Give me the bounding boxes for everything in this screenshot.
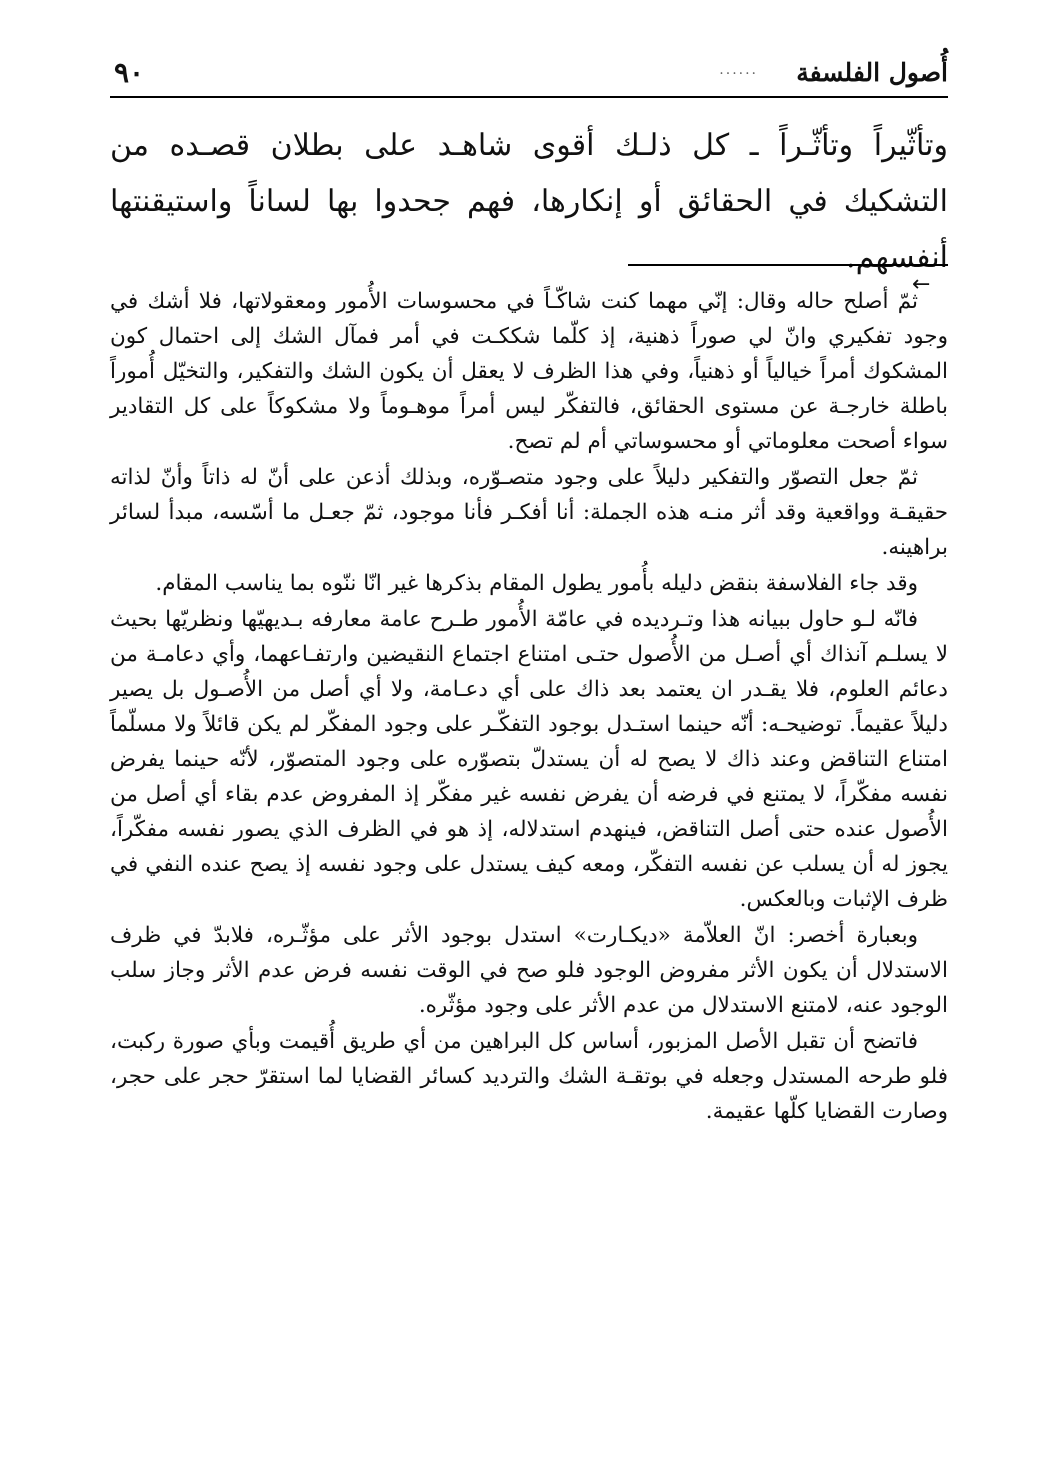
header-leader-dots: ...... <box>719 62 758 78</box>
running-header <box>110 52 948 98</box>
footnote-paragraph: وبعبارة أخصر: انّ العلاّمة «ديكـارت» استدل بوجود الأثر على مؤثّـره، فلابدّ في ظرف الاستدلال أن يكون الأثر مفروض الوجود فلو صح في الوقت نفسه فرض عدم الأثر وجاز سلب الوجود عنه، لامتنع الاستدلال من عدم الأثر على وجود مؤثّره. <box>110 923 948 1018</box>
continuation-arrow-icon: ← <box>912 272 931 297</box>
page-number: ٩٠ <box>114 56 145 89</box>
footnote-block <box>110 284 948 1130</box>
footnote-paragraph: ثمّ جعل التصوّر والتفكير دليلاً على وجود متصـوّره، وبذلك أذعن على أنّ له ذاتاً وأنّ لذاته حقيقـة وواقعية وقد أثر منـه هذه الجملة: أنا أفكـر فأنا موجود، ثمّ جعـل ما أسّسه، مبدأ لسائر براهينه. <box>110 465 948 560</box>
main-text <box>110 118 948 286</box>
footnote-paragraph: وقد جاء الفلاسفة بنقض دليله بأُمور يطول المقام بذكرها غير انّا ننّوه بما يناسب المقام. <box>155 571 918 596</box>
footnote-paragraph: ثمّ أصلح حاله وقال: إنّي مهما كنت شاكّـاً في محسوسات الأُمور ومعقولاتها، فلا أشك في وجود تفكيري وانّ لي صوراً ذهنية، إذ كلّما شككـت في أمر فمآل الشك إلى احتمال كون المشكوك أمراً خيالياً أو ذهنياً، وفي هذا الظرف لا يعقل أن يكون الشك والتفكير، والتخيّل أُموراً باطلة خارجـة عن مستوى الحقائق، فالتفكّر ليس أمراً موهـوماً ولا مشكوكاً على كل التقادير سواء أصحت معلوماتي أو محسوساتي أم لم تصح. <box>110 289 948 454</box>
footnote-paragraph: فانّه لـو حاول ببيانه هذا وتـرديده في عامّة الأُمور طـرح عامة معارفه بـديهيّها ونظريّها بحيث لا يسلـم آنذاك أي أصـل من الأُصول حتـى امتناع اجتماع النقيضين وارتفـاعهما، وأي دعامـة من دعائم العلوم، فلا يقـدر ان يعتمد بعد ذاك على أي دعـامة، ولا أي أصل من الأُصـول بل يصير دليلاً عقيماً. توضيحـه: أنّه حينما استـدل بوجود التفكّـر على وجود المفكّر لم يكن قائلاً ولا مسلّماً امتناع التناقض وعند ذاك لا يصح له أن يستدلّ بتصوّره على وجود المتصوّر، لأنّه حينما يفرض نفسه مفكّراً، لا يمتنع في فرضه أن يفرض نفسه غير مفكّر إذ المفروض عدم بقاء أي أصل من الأُصول عنده حتى أصل التناقض، فينهدم استدلاله، إذ هو في الظرف الذي يصور نفسه مفكّراً، يجوز له أن يسلب عن نفسه التفكّر، ومعه كيف يستدل على وجود نفسه إذ يصح عنده النفي في ظرف الإثبات وبالعكس. <box>110 607 948 912</box>
footnote-paragraph: فاتضح أن تقبل الأصل المزبور، أساس كل البراهين من أي طريق أُقيمت وبأي صورة ركبت، فلو طرحه المستدل وجعله في بوتقـة الشك والترديد كسائر القضايا لما استقرّ حجر على حجر، وصارت القضايا كلّها عقيمة. <box>110 1029 948 1124</box>
main-paragraph: وتأثّيراً وتأثّـراً ـ كل ذلـك أقوى شاهـد على بطلان قصـده من التشكيك في الحقائق أو إنكارها، فهم جحدوا بها لساناً واستيقنتها أنفسهم. <box>110 128 948 275</box>
footnote-separator <box>628 264 948 266</box>
header-title: أُصول الفلسفة <box>796 58 948 87</box>
